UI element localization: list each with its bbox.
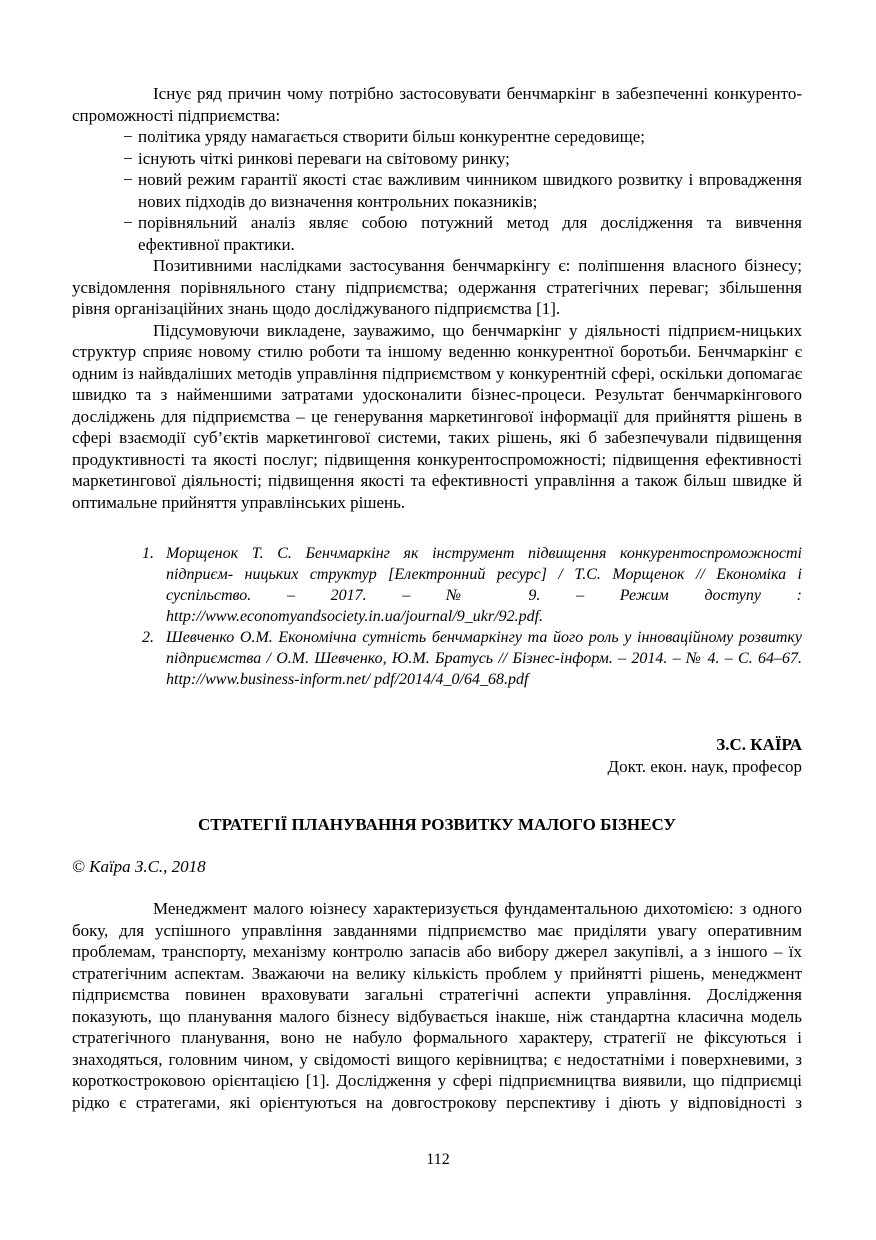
bullet-dash-marker: − (123, 127, 133, 146)
reference-text: Морщенок Т. С. Бенчмаркінг як інструмент підвищення конкурентоспроможності підприєм- ницьких структур [Електронний ресурс] / Т.С. Морщенок // Економіка і суспільство. – 2017. – № 9. – Режим доступу : http://www.economyandsociety.in.ua/journal/9_ukr/92.pdf. (166, 545, 802, 625)
paragraph-strategy-opening: Менеджмент малого юізнесу характеризується фундаментальною дихотомією: з одного боку, для успішного управління завданнями підприємство має приділяти увагу оперативним проблемам, транспорту, механізму контролю запасів або вибору джерел закупівлі, а з іншого – їх стратегічним аспектам. Зважаючи на велику кількість проблем у прийнятті рішень, менеджмент підприємства повинен враховувати загальні стратегічні аспекти управління. Дослідження показують, що планування малого бізнесу відбувається інакше, ніж стандартна класична модель стратегічного планування, воно не набуло формального характеру, стратегії не фіксуються і знаходяться, головним чином, у свідомості вищого керівництва; є недостатніми і поверхневими, з короткостроковою орієнтацією [1]. Дослідження у сфері підприємництва виявили, що підприємці рідко є стратегами, які орієнтуються на довгострокову перспективу і діють у відповідності з (72, 899, 802, 1112)
bullet-item (72, 212, 802, 255)
page-number: 112 (426, 1151, 450, 1168)
reference-item (72, 543, 802, 627)
bullet-dash-marker: − (123, 213, 133, 232)
author-credentials: Докт. екон. наук, професор (607, 757, 802, 776)
paragraph-benchmarking-intro: Існує ряд причин чому потрібно застосовувати бенчмаркінг в забезпеченні конкуренто-спроможності підприємства: (72, 84, 802, 125)
bullet-text: порівняльний аналіз являє собою потужний метод для дослідження та вивчення ефективної практики. (138, 213, 802, 254)
bullet-list (72, 126, 802, 255)
author-block (72, 734, 802, 778)
references-list (72, 543, 802, 690)
reference-number: 2. (142, 629, 154, 646)
bullet-text: новий режим гарантії якості стає важливим чинником швидкого розвитку і впровадження нових підходів до визначення контрольних показників; (138, 170, 802, 211)
copyright-line: © Каїра З.С., 2018 (72, 857, 206, 876)
bullet-text: політика уряду намагається створити більш конкурентне середовище; (138, 127, 646, 146)
bullet-item (72, 169, 802, 212)
article-title: СТРАТЕГІЇ ПЛАНУВАННЯ РОЗВИТКУ МАЛОГО БІЗНЕСУ (197, 815, 677, 834)
reference-item (72, 627, 802, 690)
reference-text: Шевченко О.М. Економічна сутність бенчмаркінгу та його роль у інноваційному розвитку підприємства / О.М. Шевченко, Ю.М. Братусь // Бізнес-інформ. – 2014. – № 4. – С. 64–67. http://www.business-inform.net/ pdf/2014/4_0/64_68.pdf (166, 629, 802, 688)
bullet-text: існують чіткі ринкові переваги на світовому ринку; (138, 148, 510, 168)
author-name: З.С. КАЇРА (716, 735, 802, 754)
paragraph-benchmarking-summary: Підсумовуючи викладене, зауважимо, що бенчмаркінг у діяльності підприєм-ницьких структур сприяє новому стилю роботи та іншому веденню конкурентної боротьби. Бенчмаркінг є одним із найвдаліших методів управління підприємством у конкурентній сфері, оскільки допомагає швидко та з найменшими затратами удосконалити бізнес-процеси. Результат бенчмаркінгового досліджень для підприємства – це генерування маркетингової інформації для прийняття рішень в сфері взаємодії суб’єктів маркетингової системи, таких рішень, які б забезпечували підвищення продуктивності та якості послуг; підвищення конкурентоспроможності; підвищення ефективності маркетингової діяльності; підвищення якості та ефективності управління а також більш швидке й оптимальне прийняття управлінських рішень. (72, 320, 802, 512)
bullet-item (72, 148, 802, 170)
reference-number: 1. (142, 545, 154, 562)
paragraph-benchmarking-benefits: Позитивними наслідками застосування бенчмаркінгу є: поліпшення власного бізнесу; усвідомлення порівняльного стану підприємства; одержання стратегічних переваг; збільшення рівня організаційних знань щодо досліджуваного підприємства [1]. (72, 256, 802, 318)
bullet-dash-marker: − (123, 148, 133, 168)
bullet-item (72, 126, 802, 148)
bullet-dash-marker: − (123, 170, 133, 189)
